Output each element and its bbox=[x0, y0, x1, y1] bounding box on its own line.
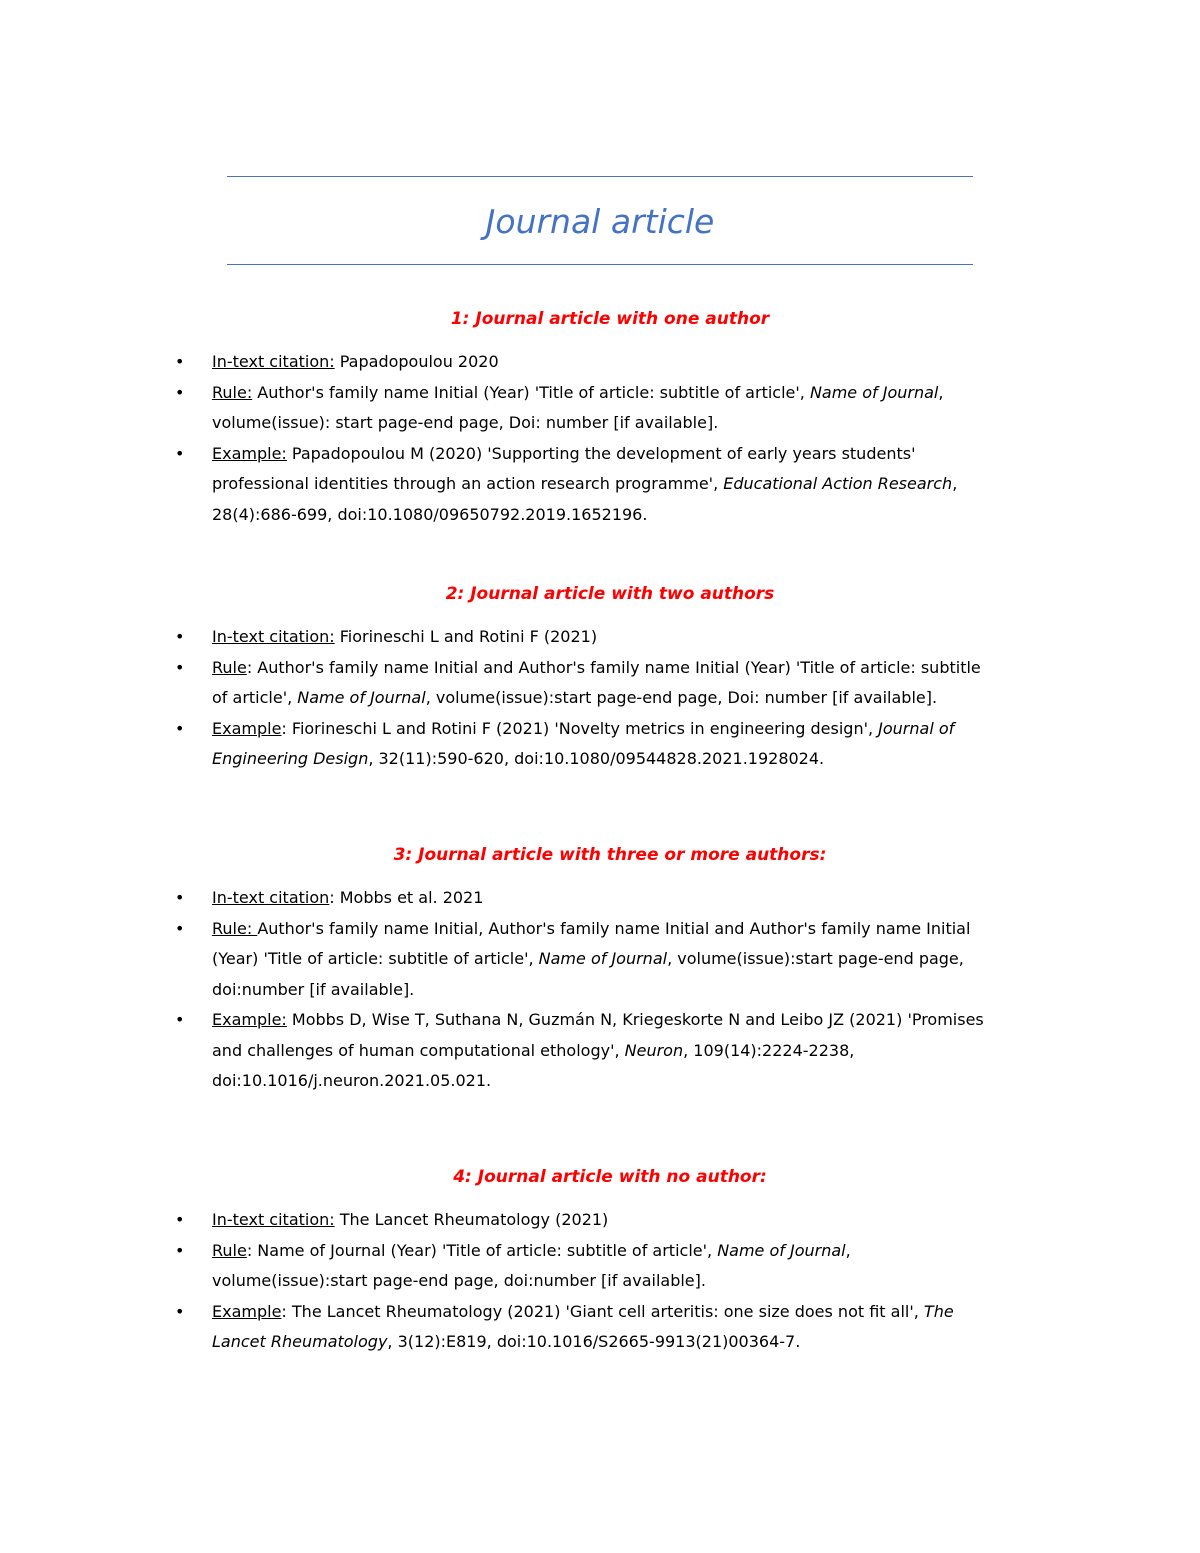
item-text: doi:10.1016/j.neuron.2021.05.021. bbox=[212, 1071, 492, 1090]
item-line bbox=[212, 1266, 1050, 1297]
item-text-tail: , bbox=[938, 382, 944, 402]
item-text: : Fiorineschi L and Rotini F (2021) 'Novelty metrics in engineering design', bbox=[281, 718, 879, 738]
item-line bbox=[212, 744, 1050, 775]
item-text: The Lancet Rheumatology (2021) bbox=[334, 1210, 609, 1229]
item-line bbox=[212, 378, 1050, 409]
item-label: Rule bbox=[212, 1240, 247, 1260]
item-line bbox=[212, 408, 1050, 439]
bullet-icon: • bbox=[175, 718, 185, 738]
item-label: Example: bbox=[212, 1010, 287, 1029]
item-line bbox=[212, 883, 1050, 914]
item-label: Rule: bbox=[212, 918, 258, 938]
item-label: In-text citation: bbox=[212, 352, 335, 371]
bullet-icon: • bbox=[175, 657, 185, 677]
section-4 bbox=[170, 1165, 1050, 1358]
bullet-icon: • bbox=[175, 352, 185, 371]
item-line bbox=[212, 1005, 1050, 1036]
list-item bbox=[170, 883, 1050, 914]
journal-name: Name of Journal bbox=[297, 688, 426, 707]
list-item bbox=[170, 1205, 1050, 1236]
item-text-tail: , volume(issue):start page-end page, bbox=[667, 949, 964, 968]
item-text: (Year) 'Title of article: subtitle of article', bbox=[212, 949, 539, 968]
list-item bbox=[170, 714, 1050, 775]
journal-name: Name of Journal bbox=[717, 1240, 846, 1260]
item-line bbox=[212, 500, 1050, 531]
list-item bbox=[170, 1236, 1050, 1297]
bullet-icon: • bbox=[175, 1301, 185, 1321]
citation-list bbox=[170, 347, 1050, 530]
item-text: Papadopoulou 2020 bbox=[334, 352, 499, 371]
item-text: and challenges of human computational ethology', bbox=[212, 1040, 625, 1060]
journal-name: Lancet Rheumatology bbox=[212, 1332, 388, 1351]
item-text: Fiorineschi L and Rotini F (2021) bbox=[334, 627, 598, 646]
bullet-icon: • bbox=[175, 1240, 185, 1260]
item-text: of article', bbox=[212, 688, 298, 707]
item-text-tail: , 3(12):E819, doi:10.1016/S2665-9913(21)00364-7. bbox=[387, 1332, 801, 1351]
section-heading: 4: Journal article with no author: bbox=[453, 1167, 767, 1187]
bullet-icon: • bbox=[175, 1210, 185, 1229]
journal-name: The bbox=[923, 1301, 954, 1321]
item-line bbox=[212, 914, 1050, 945]
item-text: : Author's family name Initial and Author's family name Initial (Year) 'Title of article: subtitle bbox=[246, 657, 981, 677]
journal-name: Neuron bbox=[624, 1040, 684, 1060]
journal-name: Educational Action Research bbox=[723, 474, 953, 493]
bullet-icon: • bbox=[175, 1010, 185, 1029]
section-2 bbox=[170, 582, 1050, 775]
item-line bbox=[212, 1327, 1050, 1358]
list-item bbox=[170, 1005, 1050, 1097]
item-text: volume(issue):start page-end page, doi:number [if available]. bbox=[212, 1271, 706, 1290]
journal-name: Engineering Design bbox=[212, 749, 369, 768]
list-item bbox=[170, 653, 1050, 714]
item-text-tail: , bbox=[952, 474, 958, 493]
item-text: : Name of Journal (Year) 'Title of article: subtitle of article', bbox=[246, 1240, 718, 1260]
item-text: Mobbs D, Wise T, Suthana N, Guzmán N, Kriegeskorte N and Leibo JZ (2021) 'Promises bbox=[286, 1010, 984, 1029]
item-label: Rule: bbox=[212, 382, 253, 402]
citation-list bbox=[170, 883, 1050, 1097]
item-text: doi:number [if available]. bbox=[212, 979, 415, 999]
item-text: Author's family name Initial (Year) 'Title of article: subtitle of article', bbox=[252, 382, 810, 402]
journal-name: Journal of bbox=[878, 718, 955, 738]
item-label: In-text citation bbox=[212, 888, 330, 907]
list-item bbox=[170, 378, 1050, 439]
item-text: Papadopoulou M (2020) 'Supporting the development of early years students' bbox=[286, 443, 916, 463]
citation-list bbox=[170, 1205, 1050, 1358]
bullet-icon: • bbox=[175, 382, 185, 402]
bullet-icon: • bbox=[175, 918, 185, 938]
list-item bbox=[170, 1297, 1050, 1358]
item-text: : The Lancet Rheumatology (2021) 'Giant cell arteritis: one size does not fit all', bbox=[281, 1301, 924, 1321]
item-line bbox=[212, 944, 1050, 975]
journal-name: Name of Journal bbox=[809, 382, 939, 402]
item-text: volume(issue): start page-end page, Doi: number [if available]. bbox=[212, 413, 719, 432]
item-text: Author's family name Initial, Author's family name Initial and Author's family name Initial bbox=[257, 918, 971, 938]
item-line bbox=[212, 714, 1050, 745]
list-item bbox=[170, 914, 1050, 1006]
section-heading: 1: Journal article with one author bbox=[450, 309, 770, 329]
item-line bbox=[212, 1297, 1050, 1328]
item-line bbox=[212, 1036, 1050, 1067]
list-item bbox=[170, 347, 1050, 378]
title-top-rule bbox=[227, 176, 973, 177]
list-item bbox=[170, 439, 1050, 531]
item-line bbox=[212, 347, 1050, 378]
item-line bbox=[212, 469, 1050, 500]
section-heading: 3: Journal article with three or more authors: bbox=[393, 845, 827, 865]
item-line bbox=[212, 1236, 1050, 1267]
item-line bbox=[212, 1205, 1050, 1236]
section-3 bbox=[170, 843, 1050, 1097]
item-line bbox=[212, 1066, 1050, 1097]
item-label: Example bbox=[212, 718, 282, 738]
list-item bbox=[170, 622, 1050, 653]
section-heading: 2: Journal article with two authors bbox=[445, 584, 775, 604]
item-line bbox=[212, 622, 1050, 653]
item-text-tail: , 32(11):590-620, doi:10.1080/09544828.2021.1928024. bbox=[368, 749, 825, 768]
item-label: Example: bbox=[212, 443, 287, 463]
bullet-icon: • bbox=[175, 888, 185, 907]
item-line bbox=[212, 653, 1050, 684]
citation-list bbox=[170, 622, 1050, 775]
item-text-tail: , 109(14):2224-2238, bbox=[683, 1040, 855, 1060]
journal-name: Name of Journal bbox=[538, 949, 668, 968]
bullet-icon: • bbox=[175, 627, 185, 646]
item-text-tail: , volume(issue):start page-end page, Doi: number [if available]. bbox=[425, 688, 938, 707]
item-label: Example bbox=[212, 1301, 282, 1321]
item-label: Rule bbox=[212, 657, 247, 677]
item-text: 28(4):686-699, doi:10.1080/09650792.2019.1652196. bbox=[212, 504, 648, 524]
item-label: In-text citation: bbox=[212, 627, 335, 646]
item-text-tail: , bbox=[845, 1240, 851, 1260]
title-bottom-rule bbox=[227, 264, 973, 265]
section-1 bbox=[170, 307, 1050, 530]
bullet-icon: • bbox=[175, 443, 185, 463]
item-line bbox=[212, 439, 1050, 470]
page-title: Journal article bbox=[485, 202, 715, 241]
item-line bbox=[212, 683, 1050, 714]
item-line bbox=[212, 975, 1050, 1006]
item-text: professional identities through an action research programme', bbox=[212, 474, 724, 493]
item-text: : Mobbs et al. 2021 bbox=[329, 888, 484, 907]
item-label: In-text citation: bbox=[212, 1210, 335, 1229]
